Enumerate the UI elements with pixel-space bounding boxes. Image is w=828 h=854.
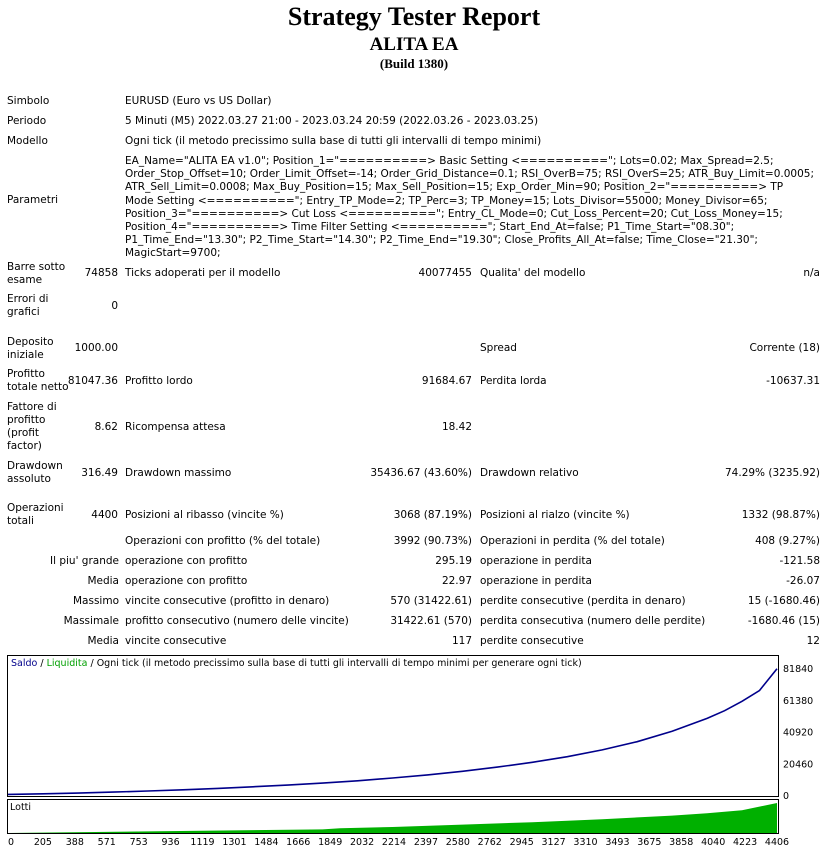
largest-loss-value: -121.58: [779, 555, 820, 567]
x-tick-label: 205: [33, 837, 52, 848]
gross-profit-value: 91684.67: [421, 375, 472, 387]
x-tick-label: 753: [129, 837, 148, 848]
bars-label: Barre sotto esame: [7, 261, 66, 286]
profit-factor-label: Fattore di profitto (profit factor): [7, 401, 57, 452]
ticks-value: 40077455: [418, 267, 472, 279]
gross-loss-value: -10637.31: [766, 375, 820, 387]
dd-rel-label: Drawdown relativo: [480, 467, 579, 479]
max-wins-label: vincite consecutive (profitto in denaro): [125, 595, 330, 607]
x-tick-label: 2214: [381, 837, 407, 848]
expected-payoff-label: Ricompensa attesa: [125, 421, 226, 433]
x-tick-label: 3858: [669, 837, 694, 848]
avg-losses-label: perdite consecutive: [480, 635, 584, 647]
symbol-label: Simbolo: [7, 95, 50, 107]
x-tick-label: 3493: [605, 837, 630, 848]
trades-label: Operazioni totali: [7, 502, 64, 527]
short-positions-label: Posizioni al ribasso (vincite %): [125, 509, 284, 521]
ea-name: ALITA EA: [369, 34, 459, 55]
x-tick-label: 1849: [318, 837, 343, 848]
x-tick-label: 3675: [637, 837, 662, 848]
y-tick-label: 81840: [783, 664, 814, 675]
avg-profit-label: operazione con profitto: [125, 575, 248, 587]
expected-payoff-value: 18.42: [441, 421, 472, 433]
maximal-label: Massimale: [63, 615, 119, 627]
quality-label: Qualita' del modello: [480, 267, 586, 279]
spread-value: Corrente (18): [749, 342, 820, 354]
x-tick-label: 388: [65, 837, 84, 848]
avg-loss-label: operazione in perdita: [480, 575, 592, 587]
params-label: Parametri: [7, 194, 59, 206]
x-tick-label: 2945: [509, 837, 534, 848]
avg-wins-value: 117: [451, 635, 472, 647]
profit-factor-value: 8.62: [94, 421, 118, 433]
legend-description: Ogni tick (il metodo precissimo sulla base di tutti gli intervalli di tempo minimi per generare ogni tick): [96, 658, 582, 669]
report-title: Strategy Tester Report: [287, 2, 541, 31]
build-number: (Build 1380): [379, 56, 449, 71]
net-profit-value: 81047.36: [67, 375, 118, 387]
dd-max-value: 35436.67 (43.60%): [370, 467, 472, 479]
dd-rel-value: 74.29% (3235.92): [725, 467, 820, 479]
largest-loss-label: operazione in perdita: [480, 555, 592, 567]
ticks-label: Ticks adoperati per il modello: [125, 267, 281, 279]
dd-abs-label: Drawdown assoluto: [7, 460, 63, 485]
y-tick-label: 20460: [783, 759, 814, 771]
maximal-profit-value: 31422.61 (570): [390, 615, 472, 627]
symbol-value: EURUSD (Euro vs US Dollar): [125, 95, 272, 107]
avg-profit-value: 22.97: [441, 575, 472, 587]
long-positions-value: 1332 (98.87%): [741, 509, 820, 521]
largest-label: Il piu' grande: [49, 555, 119, 567]
x-tick-label: 3310: [573, 837, 598, 848]
x-tick-label: 1301: [222, 837, 247, 848]
gross-loss-label: Perdita lorda: [480, 375, 547, 387]
period-value: 5 Minuti (M5) 2022.03.27 21:00 - 2023.03.24 20:59 (2022.03.26 - 2023.03.25): [125, 115, 539, 127]
x-tick-label: 1119: [190, 837, 215, 848]
x-tick-label: 4223: [732, 837, 758, 848]
legend-balance: Saldo: [11, 658, 38, 669]
lots-legend: Lotti: [10, 802, 32, 813]
x-tick-label: 3127: [541, 837, 566, 848]
max-losses-label: perdite consecutive (perdita in denaro): [480, 595, 686, 607]
params-value: EA_Name="ALITA EA v1.0"; Position_1="==========> Basic Setting <=========="; Lots=0.02; Max_Spread=2.5; Order_Stop_Offset=10; Order_Limit_Offset=-14; Order_Grid_Distance=0.1; RSI_OverB=75; RSI_OverS=25; ATR_Buy_Limit=0.0005; ATR_Sell_Limit=0.0008; Max_Buy_Position=15; Max_Sell_Position=15; Exp_Order_Min=90; Position_2="==========> TP Mode Setting <=========="; Entry_TP_Mode=2; TP_Perc=3; TP_Money=15; Lots_Divisor=55000; Money_Divisor=65; Position_3="==========> Cut Loss <=========="; Entry_CL_Mode=0; Cut_Loss_Percent=20; Cut_Loss_Money=15; Position_4="==========> Time Filter Setting <=========="; Start_End_At=false; P1_Time_Start="08.30"; P1_Time_End="13.30"; P2_Time_Start="14.30"; P2_Time_End="19.30"; Close_Profits_All_At=false; Time_Close="21.30"; MagicStart=9700;: [125, 155, 815, 260]
model-label: Modello: [7, 135, 48, 147]
legend-sep-1: /: [37, 658, 47, 669]
maximal-loss-value: -1680.46 (15): [747, 615, 820, 627]
largest-profit-label: operazione con profitto: [125, 555, 248, 567]
deposit-value: 1000.00: [74, 342, 118, 354]
y-tick-label: 61380: [783, 695, 814, 707]
errors-value: 0: [111, 300, 118, 312]
y-tick-label: 0: [783, 791, 790, 802]
dd-abs-value: 316.49: [81, 467, 118, 479]
quality-value: n/a: [803, 267, 820, 279]
long-positions-label: Posizioni al rialzo (vincite %): [480, 509, 630, 521]
avg-loss-value: -26.07: [786, 575, 820, 587]
legend-sep-2: /: [87, 658, 97, 669]
short-positions-value: 3068 (87.19%): [393, 509, 472, 521]
profit-trades-value: 3992 (90.73%): [393, 535, 472, 547]
x-tick-label: 571: [97, 837, 116, 848]
largest-profit-value: 295.19: [435, 555, 472, 567]
x-tick-label: 1666: [286, 837, 311, 848]
maximal-loss-label: perdita consecutiva (numero delle perdite): [480, 615, 706, 627]
x-tick-label: 936: [161, 837, 180, 848]
max-wins-value: 570 (31422.61): [390, 595, 472, 607]
loss-trades-label: Operazioni in perdita (% del totale): [480, 535, 665, 547]
legend-equity: Liquidita: [46, 658, 88, 669]
maximum-label: Massimo: [72, 595, 119, 607]
trades-value: 4400: [91, 509, 118, 521]
x-tick-label: 1484: [254, 837, 279, 848]
x-tick-label: 4040: [701, 837, 726, 848]
max-losses-value: 15 (-1680.46): [747, 595, 820, 607]
balance-chart: [7, 655, 821, 848]
avg-wins-label: vincite consecutive: [125, 635, 227, 647]
errors-label: Errori di grafici: [7, 293, 49, 318]
gross-profit-label: Profitto lordo: [125, 375, 193, 387]
x-tick-label: 0: [7, 837, 15, 848]
x-tick-label: 2032: [349, 837, 375, 848]
x-tick-label: 2762: [477, 837, 502, 848]
period-label: Periodo: [7, 115, 47, 127]
bars-value: 74858: [84, 267, 118, 279]
x-tick-label: 4406: [764, 837, 790, 848]
main-plot-frame: [8, 656, 779, 797]
loss-trades-value: 408 (9.27%): [755, 535, 820, 547]
model-value: Ogni tick (il metodo precissimo sulla base di tutti gli intervalli di tempo minimi): [125, 135, 542, 147]
chart-legend: [11, 658, 582, 669]
avg-losses-value: 12: [806, 635, 820, 647]
deposit-label: Deposito iniziale: [7, 336, 54, 361]
maximal-profit-label: profitto consecutivo (numero delle vincite): [125, 615, 349, 627]
spread-label: Spread: [480, 342, 517, 354]
profit-trades-label: Operazioni con profitto (% del totale): [125, 535, 321, 547]
net-profit-label: Profitto totale netto: [7, 368, 69, 393]
average-label: Media: [87, 575, 119, 587]
x-tick-label: 2580: [445, 837, 470, 848]
x-tick-label: 2397: [413, 837, 439, 848]
avg-consecutive-label: Media: [87, 635, 119, 647]
dd-max-label: Drawdown massimo: [125, 467, 232, 479]
y-tick-label: 40920: [783, 727, 814, 739]
